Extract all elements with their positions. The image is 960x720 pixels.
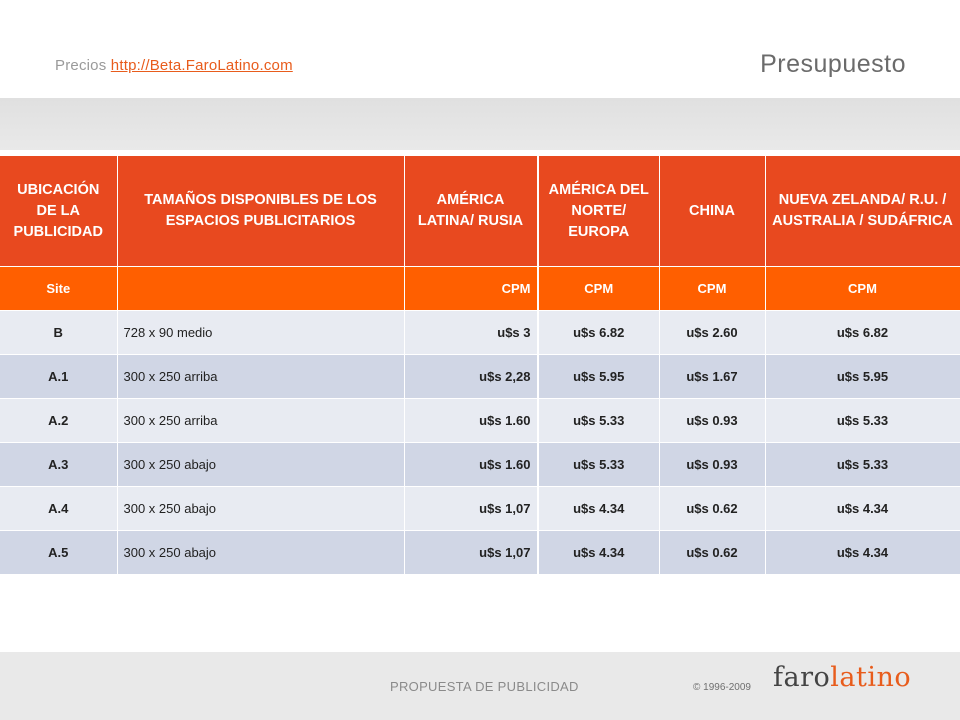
- gray-band: [0, 98, 960, 150]
- header-row: [539, 156, 960, 267]
- column-header: AMÉRICA DEL NORTE/ EUROPA: [539, 156, 659, 267]
- table-row: [0, 399, 537, 443]
- column-header: TAMAÑOS DISPONIBLES DE LOS ESPACIOS PUBLICITARIOS: [117, 156, 404, 267]
- cpm-cell: u$s 6.82: [765, 311, 960, 355]
- subheader-cell: Site: [0, 267, 117, 311]
- cpm-cell: u$s 0.62: [659, 531, 765, 575]
- size-cell: 300 x 250 abajo: [117, 531, 404, 575]
- pricing-table-left: [0, 156, 538, 574]
- site-cell: A.2: [0, 399, 117, 443]
- site-cell: A.4: [0, 487, 117, 531]
- page-title: Presupuesto: [760, 50, 906, 78]
- subheader-cell: CPM: [659, 267, 765, 311]
- cpm-cell: u$s 2,28: [404, 355, 537, 399]
- table-row: [539, 355, 960, 399]
- cpm-cell: u$s 4.34: [539, 487, 659, 531]
- column-header: AMÉRICA LATINA/ RUSIA: [404, 156, 537, 267]
- cpm-cell: u$s 5.33: [765, 443, 960, 487]
- pricing-table-right: [539, 156, 960, 574]
- table-row: [0, 355, 537, 399]
- table-row: [0, 487, 537, 531]
- site-link[interactable]: http://Beta.FaroLatino.com: [110, 57, 293, 74]
- table-row: [539, 399, 960, 443]
- subheader-cell: [117, 267, 404, 311]
- cpm-cell: u$s 6.82: [539, 311, 659, 355]
- column-header: NUEVA ZELANDA/ R.U. / AUSTRALIA / SUDÁFRICA: [765, 156, 960, 267]
- table-row: [539, 443, 960, 487]
- subheader-cell: CPM: [539, 267, 659, 311]
- cpm-cell: u$s 1.60: [404, 399, 537, 443]
- cpm-cell: u$s 5.33: [539, 443, 659, 487]
- copyright: © 1996-2009: [693, 682, 751, 693]
- cpm-cell: u$s 3: [404, 311, 537, 355]
- header-prefix: Precios: [55, 57, 107, 74]
- size-cell: 300 x 250 arriba: [117, 399, 404, 443]
- subheader-row: [539, 267, 960, 311]
- table-row: [539, 487, 960, 531]
- cpm-cell: u$s 1,07: [404, 487, 537, 531]
- cpm-cell: u$s 5.33: [539, 399, 659, 443]
- table-row: [539, 531, 960, 575]
- column-header: CHINA: [659, 156, 765, 267]
- subheader-cell: CPM: [404, 267, 537, 311]
- cpm-cell: u$s 1,07: [404, 531, 537, 575]
- cpm-cell: u$s 1.67: [659, 355, 765, 399]
- cpm-cell: u$s 0.93: [659, 443, 765, 487]
- size-cell: 300 x 250 abajo: [117, 443, 404, 487]
- site-cell: A.3: [0, 443, 117, 487]
- subheader-cell: CPM: [765, 267, 960, 311]
- footer-label: PROPUESTA DE PUBLICIDAD: [390, 679, 579, 694]
- cpm-cell: u$s 0.93: [659, 399, 765, 443]
- cpm-cell: u$s 4.34: [539, 531, 659, 575]
- header-text: [55, 57, 293, 74]
- size-cell: 300 x 250 arriba: [117, 355, 404, 399]
- header-row: [0, 156, 537, 267]
- site-cell: A.5: [0, 531, 117, 575]
- logo-latino: latino: [830, 662, 912, 693]
- size-cell: 300 x 250 abajo: [117, 487, 404, 531]
- cpm-cell: u$s 4.34: [765, 487, 960, 531]
- column-header: UBICACIÓN DE LA PUBLICIDAD: [0, 156, 117, 267]
- cpm-cell: u$s 5.95: [765, 355, 960, 399]
- cpm-cell: u$s 2.60: [659, 311, 765, 355]
- farolatino-logo: [773, 662, 911, 693]
- size-cell: 728 x 90 medio: [117, 311, 404, 355]
- cpm-cell: u$s 1.60: [404, 443, 537, 487]
- site-cell: A.1: [0, 355, 117, 399]
- table-row: [0, 531, 537, 575]
- table-row: [0, 443, 537, 487]
- site-cell: B: [0, 311, 117, 355]
- table-row: [0, 311, 537, 355]
- subheader-row: [0, 267, 537, 311]
- logo-faro: faro: [773, 662, 831, 693]
- cpm-cell: u$s 4.34: [765, 531, 960, 575]
- table-row: [539, 311, 960, 355]
- cpm-cell: u$s 0.62: [659, 487, 765, 531]
- cpm-cell: u$s 5.33: [765, 399, 960, 443]
- cpm-cell: u$s 5.95: [539, 355, 659, 399]
